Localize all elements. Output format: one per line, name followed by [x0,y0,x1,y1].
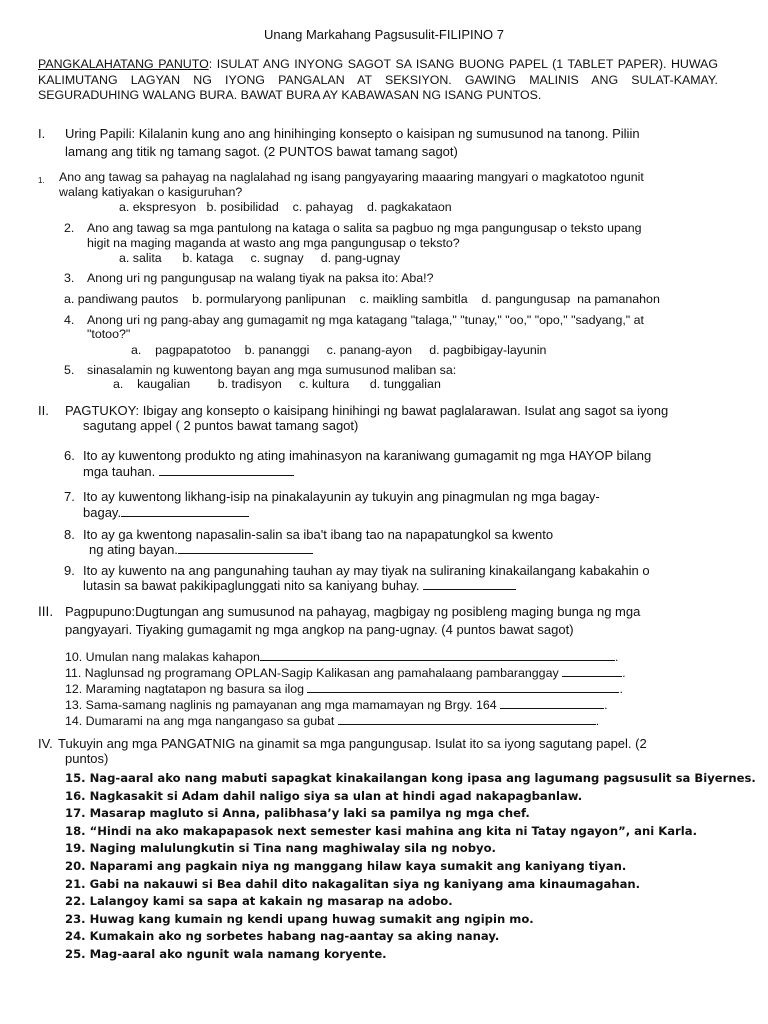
completion-item-13: 13. Sama-samang naglinis ng pamayanan ang mga mamamayan ng Brgy. 164 . [65,698,608,712]
question-6-number: 6. [64,448,75,463]
conjunction-item-21: 21. Gabi na nakauwi si Bea dahil dito nakagalitan siya ng kaniyang ama kinaumagahan. [65,876,641,891]
section-three-instruction-line2: pangyayari. Tiyaking gumagamit ng mga angkop na pang-ugnay. (4 puntos bawat sagot) [65,622,574,637]
answer-blank-6 [159,464,294,476]
conjunction-items-list [65,770,756,964]
question-2-line2: higit na maging maganda at wasto ang mga pangungusap o teksto? [87,236,460,250]
completion-item-11: 11. Naglunsad ng programang OPLAN-Sagip Kalikasan ang pamahalaang pambaranggay . [65,666,626,680]
question-4-choices: a. pagpapatotoo b. pananggi c. panang-ayon d. pagbibigay-layunin [131,343,547,357]
question-1-number: 1. [38,176,45,185]
question-3-line1: Anong uri ng pangungusap na walang tiyak na paksa ito: Aba!? [87,271,434,285]
section-three-instruction-line1: Pagpupuno:Dugtungan ang sumusunod na pahayag, magbigay ng posibleng maging bunga ng mga [65,604,641,619]
completion-item-10: 10. Umulan nang malakas kahapon . [65,650,619,664]
question-8-line1: Ito ay ga kwentong napasalin-salin sa iba't ibang tao na napapatungkol sa kwento [83,527,554,542]
instructions-label: PANGKALAHATANG PANUTO [38,57,209,71]
section-four-number: IV. [38,736,53,751]
question-2-choices: a. salita b. kataga c. sugnay d. pang-ugnay [119,251,401,265]
section-two-instruction-line2: sagutang appel ( 2 puntos bawat tamang sagot) [83,418,359,433]
question-2-line1: Ano ang tawag sa mga pantulong na kataga o salita sa pagbuo ng mga pangungusap o teksto upang [87,221,642,235]
question-9-number: 9. [64,563,75,578]
question-8-number: 8. [64,527,75,542]
completion-item-14: 14. Dumarami na ang mga nangangaso sa gubat . [65,714,600,728]
section-one-instruction-line2: lamang ang titik ng tamang sagot. (2 PUNTOS bawat tamang sagot) [65,144,458,159]
question-2-number: 2. [64,221,75,235]
question-3-number: 3. [64,271,75,285]
question-5-number: 5. [64,363,75,377]
answer-blank-9 [423,578,516,590]
conjunction-item-16: 16. Nagkasakit si Adam dahil naligo siya sa ulan at hindi agad nakapagbanlaw. [65,788,583,803]
question-7-line2: bagay. [83,505,249,521]
conjunction-item-24: 24. Kumakain ako ng sorbetes habang nag-aantay sa aking nanay. [65,929,500,944]
answer-blank-14 [338,713,596,725]
conjunction-item-18: 18. “Hindi na ako makapapasok next semester kasi mahina ang kita ni Tatay ngayon”, ani Karla. [65,823,697,838]
question-4-line1: Anong uri ng pang-abay ang gumagamit ng mga katagang "talaga," "tunay," "oo," "opo," "sadyang," at [87,313,644,327]
general-instructions [38,57,718,104]
section-two-instruction-line1: PAGTUKOY: Ibigay ang konsepto o kaisipang hinihingi ng bawat paglalarawan. Isulat ang sagot sa iyong [65,403,669,418]
answer-blank-10 [260,649,615,661]
question-7-number: 7. [64,489,75,504]
conjunction-item-15: 15. Nag-aaral ako nang mabuti sapagkat kinakailangan kong ipasa ang lagumang pagsusulit sa Biyernes. [65,771,756,785]
question-1-choices: a. ekspresyon b. posibilidad c. pahayag d. pagkakataon [119,200,452,214]
question-6-line2: mga tauhan. [83,464,294,480]
question-1-line1: Ano ang tawag sa pahayag na naglalahad ng isang pangyayaring maaaring mangyari o magkatotoo ngunit [59,170,644,184]
question-4-number: 4. [64,313,75,327]
question-9-line1: Ito ay kuwento na ang pangunahing tauhan ay may tiyak na suliraning kinakailangang kabakahin o [83,563,650,578]
answer-blank-7 [121,505,249,517]
question-5-line1: sinasalamin ng kuwentong bayan ang mga sumusunod maliban sa: [87,363,457,377]
question-9-line2: lutasin sa bawat pakikipaglunggati nito sa kaniyang buhay. [83,578,516,594]
answer-blank-8 [178,542,313,554]
question-7-line1: Ito ay kuwentong likhang-isip na pinakalayunin ay tukuyin ang pinagmulan ng mga bagay- [83,489,600,504]
conjunction-item-23: 23. Huwag kang kumain ng kendi upang huwag sumakit ang ngipin mo. [65,911,534,926]
conjunction-item-17: 17. Masarap magluto si Anna, palibhasa’y laki sa pamilya ng mga chef. [65,806,530,821]
question-1-line2: walang katiyakan o kasiguruhan? [59,185,243,199]
question-8-line2: ng ating bayan. [89,542,313,558]
section-two-number: II. [38,403,49,418]
section-one-number: I. [38,126,46,141]
section-four-instruction-line2: puntos) [65,751,109,766]
instructions-text: : ISULAT ANG INYONG SAGOT SA ISANG BUONG PAPEL (1 TABLET PAPER). HUWAG KALIMUTANG LAGYAN NG IYONG PANGALAN AT SEKSIYON. GAWING MALINIS ANG SULAT-KAMAY. SEGURADUHING WALANG BURA. BAWAT BURA AY KABAWASAN NG ISANG PUNTOS. [38,57,718,102]
completion-item-12: 12. Maraming nagtatapon ng basura sa ilog . [65,682,623,696]
section-one-instruction-line1: Uring Papili: Kilalanin kung ano ang hinihinging konsepto o kaisipan ng sumusunod na tanong. Piliin [65,126,640,141]
question-5-choices: a. kaugalian b. tradisyon c. kultura d. tunggalian [113,377,441,391]
conjunction-item-22: 22. Lalangoy kami sa sapa at kakain ng masarap na adobo. [65,894,453,909]
conjunction-item-20: 20. Naparami ang pagkain niya ng manggang hilaw kaya sumakit ang kaniyang tiyan. [65,858,627,873]
page-title: Unang Markahang Pagsusulit-FILIPINO 7 [264,27,504,42]
section-three-number: III. [38,604,54,619]
answer-blank-13 [500,697,604,709]
section-four-instruction-line1: Tukuyin ang mga PANGATNIG na ginamit sa mga pangungusap. Isulat ito sa iyong sagutang papel. (2 [58,736,647,751]
answer-blank-12 [307,681,619,693]
question-6-line1: Ito ay kuwentong produkto ng ating imahinasyon na karaniwang gumagamit ng mga HAYOP bilang [83,448,652,463]
conjunction-item-25: 25. Mag-aaral ako ngunit wala namang koryente. [65,946,387,961]
question-4-line2: "totoo?" [87,327,131,341]
conjunction-item-19: 19. Naging malulungkutin si Tina nang maghiwalay sila ng nobyo. [65,841,496,856]
question-3-choices: a. pandiwang pautos b. pormularyong panlipunan c. maikling sambitla d. pangungusap na pamanahon [64,292,660,306]
answer-blank-11 [562,665,622,677]
